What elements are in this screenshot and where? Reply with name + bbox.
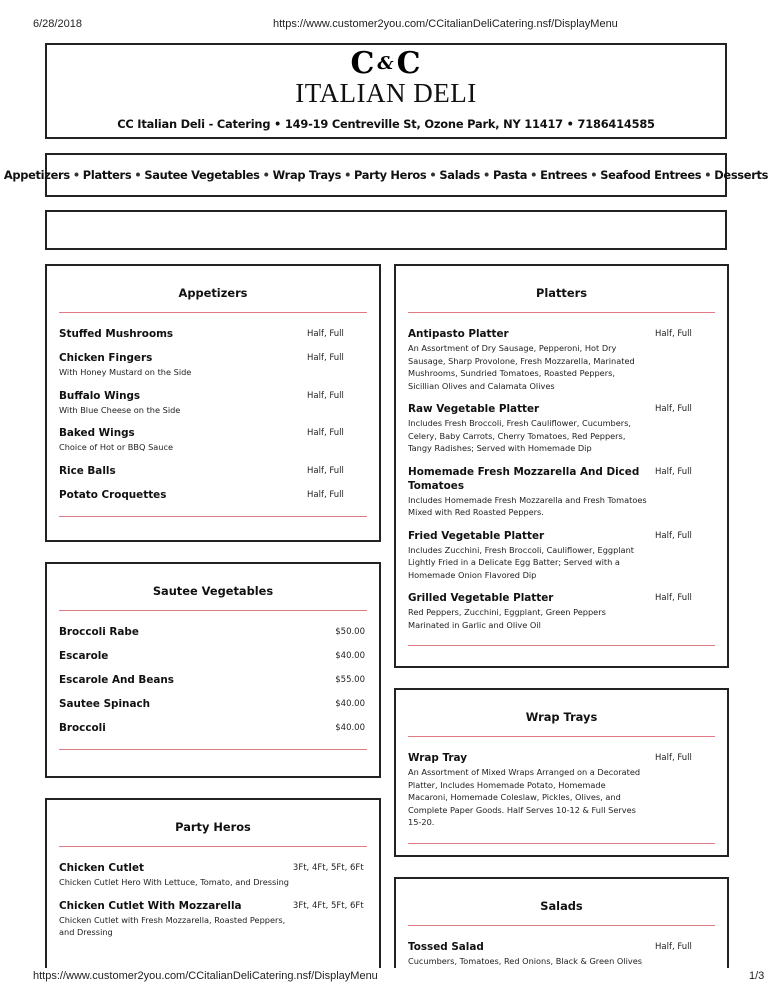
- menu-item-price: $40.00: [335, 699, 365, 709]
- menu-item-name: Fried Vegetable Platter: [408, 529, 545, 542]
- menu-item-price: Half, Full: [307, 428, 344, 438]
- section-title: Party Heros: [175, 820, 251, 834]
- print-url-header: https://www.customer2you.com/CCitalianDeliCatering.nsf/DisplayMenu: [273, 18, 618, 30]
- menu-item-price: Half, Full: [655, 593, 692, 603]
- menu-item-name: Stuffed Mushrooms: [59, 328, 174, 340]
- nav-separator: •: [704, 168, 712, 182]
- menu-item-name: Escarole: [59, 650, 109, 662]
- menu-item-price: Half, Full: [655, 466, 692, 477]
- menu-item[interactable]: [59, 697, 367, 711]
- menu-item-info: [59, 673, 299, 687]
- menu-item-name: Wrap Tray: [408, 752, 468, 764]
- print-url-footer: https://www.customer2you.com/CCitalianDeliCatering.nsf/DisplayMenu: [33, 970, 378, 982]
- menu-item-price: Half, Full: [307, 390, 344, 401]
- menu-item-name: Tossed Salad: [408, 941, 484, 953]
- menu-item-info: [59, 389, 299, 417]
- restaurant-banner: [45, 43, 727, 139]
- menu-item-info: [59, 464, 299, 478]
- nav-link-wrap-trays[interactable]: Wrap Trays: [272, 168, 342, 182]
- category-links: [4, 168, 768, 182]
- menu-item-list: [396, 926, 727, 968]
- menu-item-description: With Honey Mustard on the Side: [59, 367, 192, 377]
- menu-item[interactable]: [59, 899, 367, 939]
- menu-item-price: Half, Full: [655, 753, 692, 763]
- nav-separator: •: [483, 168, 491, 182]
- nav-separator: •: [262, 168, 270, 182]
- logo-c-left: C: [350, 46, 376, 81]
- menu-item[interactable]: [59, 464, 367, 478]
- menu-item-price: Half, Full: [307, 489, 344, 500]
- logo-name: ITALIAN DELI: [295, 78, 477, 108]
- category-nav: [3, 153, 769, 197]
- menu-item-name: Potato Croquettes: [59, 488, 167, 501]
- menu-item-name: Buffalo Wings: [59, 389, 141, 402]
- menu-item-name: Chicken Cutlet: [59, 862, 145, 874]
- print-date: 6/28/2018: [33, 18, 82, 30]
- menu-item-info: [408, 529, 648, 582]
- menu-item-name: Broccoli: [59, 722, 106, 734]
- nav-link-party-heros[interactable]: Party Heros: [354, 168, 427, 182]
- menu-item-price: Half, Full: [655, 329, 692, 339]
- nav-link-appetizers[interactable]: Appetizers: [3, 168, 70, 182]
- menu-item-description: Includes Homemade Fresh Mozzarella and Fresh Tomatoes Mixed with Red Roasted Peppers.: [408, 494, 647, 517]
- menu-item-description: Cucumbers, Tomatoes, Red Onions, Black & Green Olives: [408, 956, 642, 966]
- menu-item-info: [408, 751, 648, 829]
- menu-item-price: $55.00: [335, 675, 365, 685]
- menu-item[interactable]: [59, 673, 367, 687]
- menu-item[interactable]: [59, 649, 367, 663]
- menu-item[interactable]: [408, 465, 715, 519]
- section-footer: [396, 641, 727, 646]
- menu-item-info: [59, 899, 293, 939]
- menu-item-name: Baked Wings: [59, 427, 135, 439]
- menu-item[interactable]: [59, 327, 367, 341]
- menu-item-name: Homemade Fresh Mozzarella And Diced Tomatoes: [408, 465, 640, 492]
- nav-separator: •: [344, 168, 352, 182]
- menu-item-price: Half, Full: [655, 942, 692, 952]
- menu-item-list: [47, 313, 379, 502]
- menu-item[interactable]: [59, 389, 367, 417]
- menu-item-info: [59, 697, 299, 711]
- menu-item-description: An Assortment of Dry Sausage, Pepperoni, Hot Dry Sausage, Sharp Provolone, Fresh Mozzarella, Marinated Mushrooms, Sundried Tomatoes, Roasted Peppers, Sicillian Olives and Calamata Olives: [408, 343, 635, 391]
- section-title: Wrap Trays: [525, 710, 598, 724]
- section-bottom-divider: [59, 749, 367, 750]
- nav-link-salads[interactable]: Salads: [439, 168, 481, 182]
- menu-item-info: [59, 351, 299, 379]
- menu-item-price: Half, Full: [655, 530, 692, 541]
- nav-link-desserts[interactable]: Desserts: [714, 168, 769, 182]
- section-bottom-divider: [408, 645, 715, 646]
- menu-item-info: [59, 327, 299, 341]
- menu-item-list: [47, 847, 379, 939]
- menu-item-price: 3Ft, 4Ft, 5Ft, 6Ft: [292, 900, 364, 911]
- section-party-heros: [45, 798, 381, 968]
- menu-item[interactable]: [59, 625, 367, 639]
- menu-item-price: Half, Full: [655, 404, 692, 414]
- menu-item[interactable]: [408, 940, 715, 968]
- menu-item-price: 3Ft, 4Ft, 5Ft, 6Ft: [292, 863, 364, 873]
- menu-item[interactable]: [408, 327, 715, 392]
- menu-item-info: [408, 940, 648, 968]
- menu-item-name: Sautee Spinach: [59, 698, 151, 710]
- section-title: Salads: [540, 899, 583, 913]
- menu-item-price: $40.00: [335, 723, 365, 733]
- restaurant-info: CC Italian Deli - Catering • 149-19 Centreville St, Ozone Park, NY 11417 • 7186414585: [117, 117, 655, 131]
- menu-item-price: $50.00: [335, 627, 365, 637]
- nav-separator: •: [134, 168, 142, 182]
- nav-separator: •: [429, 168, 437, 182]
- menu-item-name: Rice Balls: [59, 464, 116, 477]
- section-platters: [394, 264, 729, 668]
- menu-item-info: [59, 488, 299, 502]
- menu-item[interactable]: [408, 529, 715, 582]
- empty-bar: [45, 210, 727, 250]
- menu-item-description: Chicken Cutlet with Fresh Mozzarella, Roasted Peppers, and Dressing: [59, 914, 286, 937]
- logo-ampersand: &: [377, 53, 395, 74]
- section-appetizers: [45, 264, 381, 542]
- menu-item-description: Includes Zucchini, Fresh Broccoli, Cauliflower, Eggplant Lightly Fried in a Delicate Egg Batter; Served with a Homemade Onion Flavored Dip: [408, 544, 634, 580]
- menu-item-description: Includes Fresh Broccoli, Fresh Cauliflower, Cucumbers, Celery, Baby Carrots, Cherry Tomatoes, Red Peppers, Tangy Radishes; Served with Homemade Dip: [408, 418, 632, 453]
- menu-item[interactable]: [59, 721, 367, 735]
- section-bottom-divider: [59, 516, 367, 517]
- section-bottom-divider: [408, 843, 715, 844]
- section-sautee-vegetables: [45, 562, 381, 778]
- nav-separator: •: [590, 168, 598, 182]
- menu-item[interactable]: [59, 426, 367, 454]
- menu-item-description: An Assortment of Mixed Wraps Arranged on a Decorated Platter, Includes Homemade Potato, Homemade Macaroni, Homemade Coleslaw, Pickles, Olives, and Complete Paper Goods. Half Serves 10-12 & Full Serves 15-20.: [408, 767, 641, 827]
- menu-item-name: Raw Vegetable Platter: [408, 403, 540, 415]
- menu-item-info: [59, 721, 299, 735]
- menu-item-info: [408, 327, 648, 392]
- section-footer: [47, 745, 379, 750]
- menu-item-name: Antipasto Platter: [408, 328, 509, 340]
- logo-monogram: [47, 46, 725, 81]
- nav-link-pasta[interactable]: Pasta: [493, 168, 528, 182]
- section-title: Platters: [536, 286, 587, 300]
- menu-item-price: Half, Full: [307, 329, 344, 339]
- menu-item-list: [47, 611, 379, 735]
- section-title: Appetizers: [178, 286, 248, 300]
- menu-item-info: [408, 591, 648, 631]
- section-salads: [394, 877, 729, 968]
- section-footer: [396, 839, 727, 844]
- menu-item-description: Chicken Cutlet Hero With Lettuce, Tomato, and Dressing: [59, 877, 289, 887]
- menu-item-name: Grilled Vegetable Platter: [408, 592, 554, 604]
- menu-item[interactable]: [408, 402, 715, 455]
- print-page-number: 1/3: [749, 970, 765, 982]
- nav-separator: •: [72, 168, 80, 182]
- menu-item-description: Red Peppers, Zucchini, Eggplant, Green Peppers Marinated in Garlic and Olive Oil: [408, 607, 606, 630]
- menu-item-info: [59, 625, 299, 639]
- menu-item-info: [408, 465, 648, 519]
- menu-item[interactable]: [408, 591, 715, 631]
- menu-item[interactable]: [59, 351, 367, 379]
- nav-link-sautee-vegetables[interactable]: Sautee Vegetables: [144, 168, 260, 182]
- menu-item-price: Half, Full: [307, 465, 344, 476]
- menu-item-list: [396, 737, 727, 829]
- menu-item-name: Broccoli Rabe: [59, 626, 139, 638]
- menu-item-info: [59, 861, 293, 889]
- menu-item-price: Half, Full: [307, 353, 344, 363]
- nav-link-seafood-entrees[interactable]: Seafood Entrees: [600, 168, 702, 182]
- menu-item-description: Choice of Hot or BBQ Sauce: [59, 442, 174, 452]
- menu-item-info: [408, 402, 648, 455]
- section-footer: [47, 512, 379, 517]
- menu-item[interactable]: [408, 751, 715, 829]
- menu-item-price: $40.00: [335, 651, 365, 661]
- menu-item-description: With Blue Cheese on the Side: [59, 404, 181, 415]
- section-wrap-trays: [394, 688, 729, 857]
- menu-item-name: Chicken Cutlet With Mozzarella: [59, 899, 242, 912]
- logo-c-right: C: [396, 46, 422, 81]
- menu-item[interactable]: [59, 488, 367, 502]
- menu-item[interactable]: [59, 861, 367, 889]
- nav-link-entrees[interactable]: Entrees: [540, 168, 588, 182]
- menu-item-name: Escarole And Beans: [59, 674, 174, 686]
- nav-link-platters[interactable]: Platters: [82, 168, 132, 182]
- menu-item-list: [396, 313, 727, 631]
- nav-separator: •: [530, 168, 538, 182]
- section-title: Sautee Vegetables: [152, 584, 274, 598]
- menu-item-info: [59, 649, 299, 663]
- menu-item-name: Chicken Fingers: [59, 352, 153, 364]
- menu-item-info: [59, 426, 299, 454]
